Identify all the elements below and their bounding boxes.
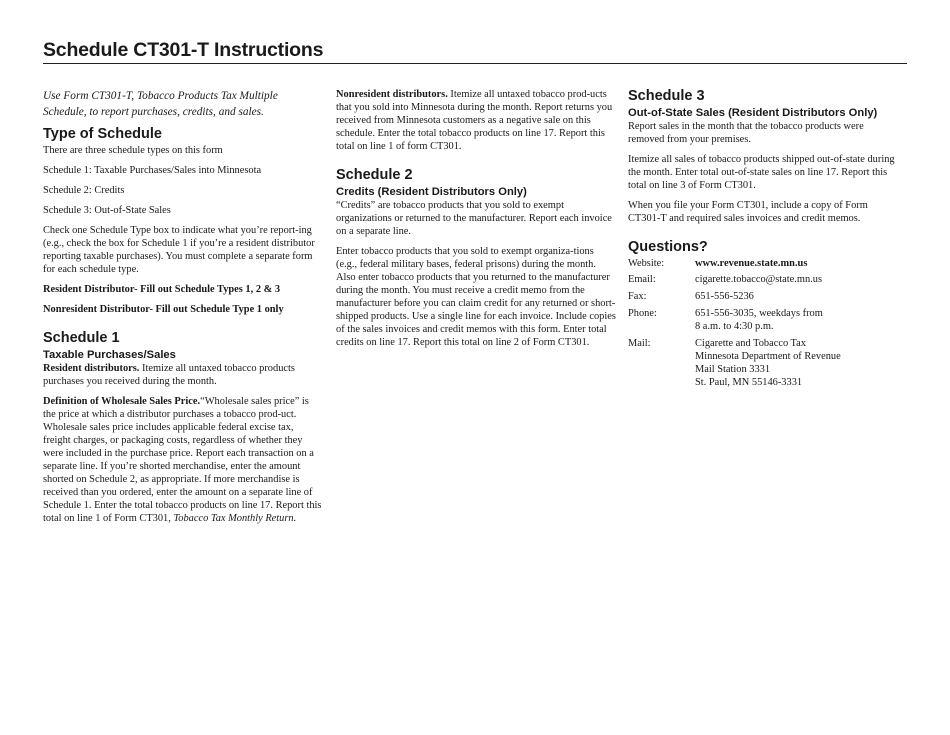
fax-label: Fax: xyxy=(628,291,647,302)
title-rule xyxy=(43,63,907,64)
resident-distributors-paragraph xyxy=(43,362,323,388)
resident-distributors-text: Itemize all untaxed tobacco products purchases you received during the month. xyxy=(43,363,295,387)
page-title: Schedule CT301-T Instructions xyxy=(43,39,324,61)
contact-row-mail xyxy=(628,337,841,392)
nonresident-distributors-lead: Nonresident distributors. xyxy=(336,89,448,100)
schedule-type-2: Schedule 2: Credits xyxy=(43,185,125,196)
contact-row-email xyxy=(628,273,841,290)
column-1 xyxy=(43,88,323,532)
contact-row-website xyxy=(628,257,841,273)
mail-address-line: St. Paul, MN 55146-3331 xyxy=(695,377,803,388)
nonresident-distributor-note: Nonresident Distributor- Fill out Schedule Type 1 only xyxy=(43,304,284,315)
mail-address xyxy=(695,337,841,392)
contact-row-fax xyxy=(628,290,841,307)
phone-value xyxy=(695,307,841,337)
mail-address-line: Cigarette and Tobacco Tax xyxy=(695,338,806,349)
fax-value: 651-556-5236 xyxy=(695,291,754,302)
wholesale-price-lead: Definition of Wholesale Sales Price. xyxy=(43,396,201,407)
phone-number-line: 651-556-3035, weekdays from xyxy=(695,308,823,319)
column-2 xyxy=(336,88,617,356)
questions-heading: Questions? xyxy=(628,239,708,255)
phone-hours-line: 8 a.m. to 4:30 p.m. xyxy=(695,321,774,332)
nonresident-distributors-paragraph xyxy=(336,88,617,153)
credits-instructions: Enter tobacco products that you sold to exempt organiza-tions (e.g., federal military bases, federal prisons) during the month. Also enter tobacco products that you returned to the manufacturer during the month. You must receive a credit memo from the manufacturer before you can claim credit for any returned or short-shipped products. Use a single line for each invoice. Include copies of the sales invoices and credit memos with this form. Enter total credits on line 17. Report this total on line 2 of Form CT301. xyxy=(336,246,616,348)
wholesale-price-paragraph xyxy=(43,395,323,525)
column-3 xyxy=(628,88,900,392)
mail-address-line: Minnesota Department of Revenue xyxy=(695,351,841,362)
website-label: Website: xyxy=(628,258,665,269)
intro-text: Use Form CT301-T, Tobacco Products Tax Multiple Schedule, to report purchases, credits, and sales. xyxy=(43,90,278,118)
monthly-return-title: Tobacco Tax Monthly Return. xyxy=(173,513,297,524)
check-box-instructions: Check one Schedule Type box to indicate what you’re report-ing (e.g., check the box for Schedule 1 if you’re a resident distributor reporting taxable purchases). You must complete a separate form for each schedule type. xyxy=(43,225,315,275)
schedule-type-1: Schedule 1: Taxable Purchases/Sales into Minnesota xyxy=(43,165,262,176)
email-label: Email: xyxy=(628,274,656,285)
type-of-schedule-heading: Type of Schedule xyxy=(43,126,162,142)
schedule-1-heading: Schedule 1 xyxy=(43,330,120,346)
contact-table xyxy=(628,257,841,392)
schedule-1-subheading: Taxable Purchases/Sales xyxy=(43,349,176,361)
website-link[interactable]: www.revenue.state.mn.us xyxy=(695,258,808,269)
credits-definition: “Credits” are tobacco products that you sold to exempt organizations or returned to the manufacturer. Report each invoice on a separate line. xyxy=(336,200,612,237)
schedule-2-heading: Schedule 2 xyxy=(336,167,413,183)
schedule-3-subheading: Out-of-State Sales (Resident Distributors Only) xyxy=(628,107,878,119)
wholesale-price-text: “Wholesale sales price” is the price at which a distributor purchases a tobacco prod-uct. Wholesale sales price includes applicable federal excise tax, freight charges, or packaging costs, regardless of whether they were included in the purchase price. Report each transaction on a separate line. If you’re shorted merchandise, enter the amount shorted on Schedule 2, as appropriate. If more merchandise is received than you ordered, enter the amount on a separate line of Schedule 1. Enter the total tobacco products on line 17. Report this total on line 1 of Form CT301, xyxy=(43,396,322,524)
schedule-3-paragraph-1: Report sales in the month that the tobacco products were removed from your premises. xyxy=(628,121,864,145)
schedule-3-heading: Schedule 3 xyxy=(628,88,705,104)
schedule-2-subheading: Credits (Resident Distributors Only) xyxy=(336,186,527,198)
nonresident-distributors-text: Itemize all untaxed tobacco prod-ucts that you sold into Minnesota during the month. Report returns you received from Minnesota customers as a negative sale on this schedule. Enter the total tobacco products on line 17. Report this total on line 1 of form CT301. xyxy=(336,89,613,152)
mail-label: Mail: xyxy=(628,338,651,349)
schedule-3-paragraph-2: Itemize all sales of tobacco products shipped out-of-state during the month. Enter total out-of-state sales on line 17. Report this total on line 3 of Form CT301. xyxy=(628,154,895,191)
schedule-type-3: Schedule 3: Out-of-State Sales xyxy=(43,205,171,216)
resident-distributor-note: Resident Distributor- Fill out Schedule Types 1, 2 & 3 xyxy=(43,284,281,295)
email-link[interactable]: cigarette.tobacco@state.mn.us xyxy=(695,274,822,285)
type-of-schedule-text: There are three schedule types on this form xyxy=(43,145,223,156)
resident-distributors-lead: Resident distributors. xyxy=(43,363,140,374)
contact-row-phone xyxy=(628,307,841,337)
phone-label: Phone: xyxy=(628,308,657,319)
mail-address-line: Mail Station 3331 xyxy=(695,364,771,375)
schedule-3-paragraph-3: When you file your Form CT301, include a copy of Form CT301-T and required sales invoices and credit memos. xyxy=(628,200,868,224)
